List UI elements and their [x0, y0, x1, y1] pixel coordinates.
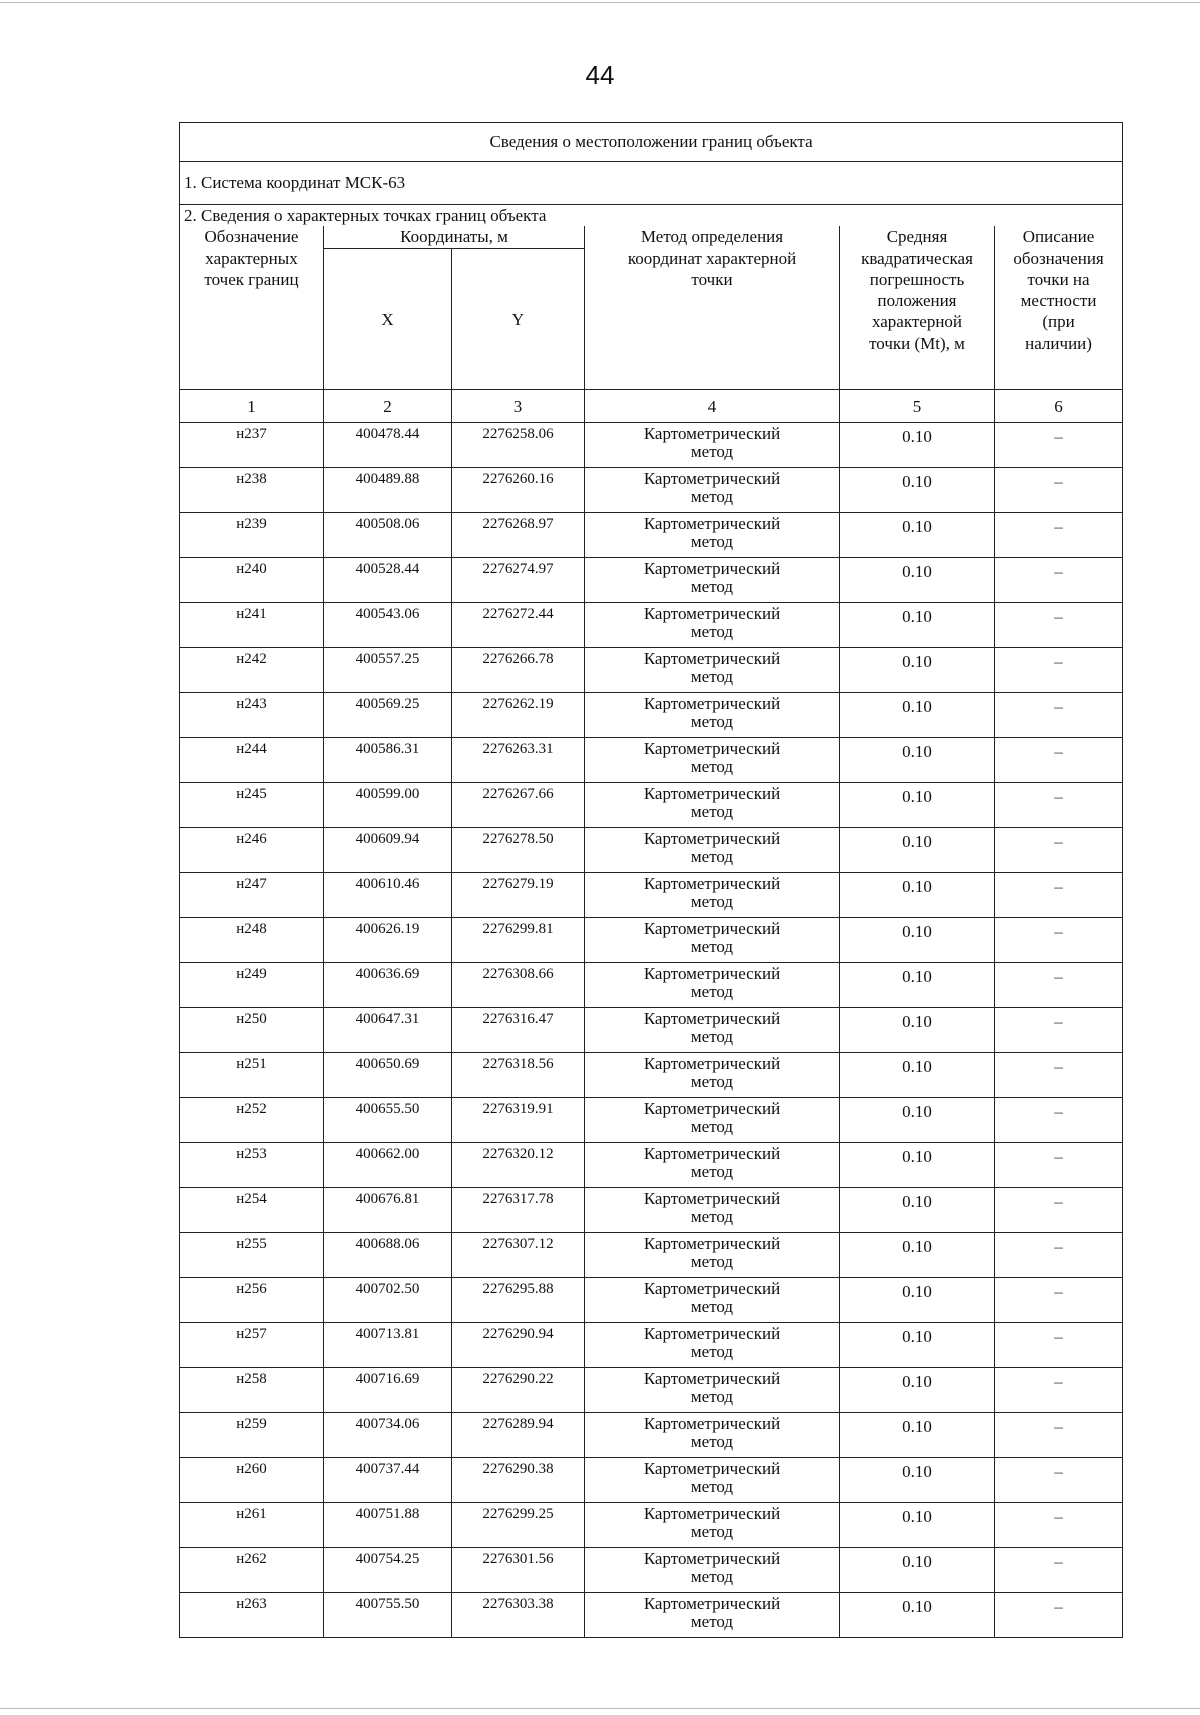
accuracy-value: 0.10	[840, 1053, 995, 1098]
method-cell	[585, 558, 840, 603]
accuracy-value: 0.10	[840, 558, 995, 603]
accuracy-value: 0.10	[840, 1458, 995, 1503]
accuracy-value: 0.10	[840, 963, 995, 1008]
method-line: метод	[690, 1072, 734, 1092]
coordinate-x: 400734.06	[324, 1413, 452, 1458]
method-line: Картометрический	[643, 694, 781, 714]
coordinate-x: 400647.31	[324, 1008, 452, 1053]
method-cell	[585, 1458, 840, 1503]
header-line: погрешность	[869, 269, 965, 289]
header-line: Средняя	[886, 227, 948, 247]
method-line: метод	[690, 757, 734, 777]
coordinate-y: 2276262.19	[452, 693, 585, 738]
accuracy-value: 0.10	[840, 828, 995, 873]
coordinate-x: 400543.06	[324, 603, 452, 648]
header-line: Метод определения	[640, 227, 784, 247]
coordinate-y: 2276290.22	[452, 1368, 585, 1413]
method-line: Картометрический	[643, 964, 781, 984]
header-line: местности	[1020, 291, 1097, 310]
column-number: 2	[324, 390, 452, 423]
method-line: Картометрический	[643, 1324, 781, 1344]
header-line: квадратическая	[861, 248, 973, 268]
table-row	[180, 558, 1123, 603]
method-line: метод	[690, 1117, 734, 1137]
table-row	[180, 1098, 1123, 1143]
coordinate-y: 2276266.78	[452, 648, 585, 693]
coordinate-x: 400609.94	[324, 828, 452, 873]
table-row	[180, 963, 1123, 1008]
header-line: Описание	[1022, 227, 1095, 247]
method-cell	[585, 1233, 840, 1278]
scan-edge-bottom	[0, 1708, 1200, 1709]
section-title: 2. Сведения о характерных точках границ объекта	[180, 205, 1123, 227]
accuracy-value: 0.10	[840, 873, 995, 918]
page-number: 44	[585, 60, 615, 90]
description-value: –	[995, 783, 1123, 828]
point-designation: н252	[180, 1098, 324, 1143]
column-number: 3	[452, 390, 585, 423]
table-row	[180, 783, 1123, 828]
accuracy-value: 0.10	[840, 1368, 995, 1413]
description-value: –	[995, 1053, 1123, 1098]
description-value: –	[995, 1278, 1123, 1323]
method-line: метод	[690, 1162, 734, 1182]
description-value: –	[995, 468, 1123, 513]
method-line: метод	[690, 892, 734, 912]
table-row	[180, 1053, 1123, 1098]
method-line: метод	[690, 667, 734, 687]
accuracy-value: 0.10	[840, 1008, 995, 1053]
method-line: метод	[690, 982, 734, 1002]
table-row	[180, 468, 1123, 513]
column-number-row	[180, 390, 1123, 423]
header-line: точки (Mt), м	[869, 333, 965, 353]
coordinate-y: 2276267.66	[452, 783, 585, 828]
accuracy-value: 0.10	[840, 1278, 995, 1323]
description-value: –	[995, 1548, 1123, 1593]
method-cell	[585, 1413, 840, 1458]
column-number: 5	[840, 390, 995, 423]
method-line: метод	[690, 1342, 734, 1362]
method-line: Картометрический	[643, 919, 781, 939]
method-cell	[585, 1098, 840, 1143]
table-row	[180, 1143, 1123, 1188]
coordinate-y: 2276278.50	[452, 828, 585, 873]
point-designation: н250	[180, 1008, 324, 1053]
table-row	[180, 918, 1123, 963]
method-line: Картометрический	[643, 514, 781, 534]
coordinate-x: 400754.25	[324, 1548, 452, 1593]
method-line: метод	[690, 622, 734, 642]
coordinate-x: 400688.06	[324, 1233, 452, 1278]
method-line: Картометрический	[643, 1054, 781, 1074]
point-designation: н242	[180, 648, 324, 693]
point-designation: н261	[180, 1503, 324, 1548]
description-value: –	[995, 1593, 1123, 1638]
table-row	[180, 1278, 1123, 1323]
coordinate-y: 2276290.94	[452, 1323, 585, 1368]
coordinate-x: 400557.25	[324, 648, 452, 693]
point-designation: н253	[180, 1143, 324, 1188]
header-x: X	[324, 249, 452, 390]
coordinate-y: 2276279.19	[452, 873, 585, 918]
header-line: характерной	[871, 312, 963, 332]
method-cell	[585, 1503, 840, 1548]
description-value: –	[995, 1458, 1123, 1503]
coordinate-y: 2276316.47	[452, 1008, 585, 1053]
description-value: –	[995, 1008, 1123, 1053]
method-line: Картометрический	[643, 1099, 781, 1119]
table-row	[180, 693, 1123, 738]
point-designation: н237	[180, 423, 324, 468]
description-value: –	[995, 1098, 1123, 1143]
method-line: Картометрический	[643, 469, 781, 489]
method-cell	[585, 1143, 840, 1188]
method-cell	[585, 783, 840, 828]
method-cell	[585, 423, 840, 468]
table-row	[180, 423, 1123, 468]
point-designation: н244	[180, 738, 324, 783]
method-line: Картометрический	[643, 784, 781, 804]
method-cell	[585, 1278, 840, 1323]
header-y: Y	[452, 249, 585, 390]
point-designation: н257	[180, 1323, 324, 1368]
method-cell	[585, 1548, 840, 1593]
table-row	[180, 1008, 1123, 1053]
point-designation: н255	[180, 1233, 324, 1278]
accuracy-value: 0.10	[840, 738, 995, 783]
method-cell	[585, 873, 840, 918]
coordinate-x: 400713.81	[324, 1323, 452, 1368]
method-line: Картометрический	[643, 1189, 781, 1209]
method-line: Картометрический	[643, 1279, 781, 1299]
method-cell	[585, 918, 840, 963]
method-line: Картометрический	[643, 1459, 781, 1479]
point-designation: н245	[180, 783, 324, 828]
method-line: Картометрический	[643, 1234, 781, 1254]
description-value: –	[995, 738, 1123, 783]
description-value: –	[995, 423, 1123, 468]
method-line: Картометрический	[643, 1369, 781, 1389]
description-value: –	[995, 1233, 1123, 1278]
method-line: Картометрический	[643, 739, 781, 759]
coordinate-y: 2276319.91	[452, 1098, 585, 1143]
table-row	[180, 603, 1123, 648]
header-line: наличии)	[1025, 333, 1092, 353]
method-line: метод	[690, 532, 734, 552]
method-line: метод	[690, 577, 734, 597]
coordinate-x: 400610.46	[324, 873, 452, 918]
method-cell	[585, 513, 840, 558]
accuracy-value: 0.10	[840, 918, 995, 963]
accuracy-value: 0.10	[840, 1548, 995, 1593]
description-value: –	[995, 1413, 1123, 1458]
coordinate-y: 2276260.16	[452, 468, 585, 513]
coordinate-x: 400702.50	[324, 1278, 452, 1323]
coordinate-x: 400489.88	[324, 468, 452, 513]
point-designation: н241	[180, 603, 324, 648]
accuracy-value: 0.10	[840, 1503, 995, 1548]
coordinate-y: 2276317.78	[452, 1188, 585, 1233]
coordinate-y: 2276320.12	[452, 1143, 585, 1188]
method-cell	[585, 738, 840, 783]
header-line: положения	[877, 291, 957, 310]
coordinate-x: 400508.06	[324, 513, 452, 558]
method-line: метод	[690, 1522, 734, 1542]
coordinate-x: 400662.00	[324, 1143, 452, 1188]
method-line: метод	[690, 487, 734, 507]
coordinate-x: 400655.50	[324, 1098, 452, 1143]
point-designation: н238	[180, 468, 324, 513]
method-cell	[585, 1053, 840, 1098]
coordinate-y: 2276303.38	[452, 1593, 585, 1638]
description-value: –	[995, 963, 1123, 1008]
accuracy-value: 0.10	[840, 1323, 995, 1368]
method-cell	[585, 963, 840, 1008]
header-line: Обозначение	[204, 227, 299, 247]
description-value: –	[995, 828, 1123, 873]
method-cell	[585, 1188, 840, 1233]
coordinate-x: 400716.69	[324, 1368, 452, 1413]
description-value: –	[995, 558, 1123, 603]
header-line: характерных	[205, 248, 298, 268]
accuracy-value: 0.10	[840, 1143, 995, 1188]
description-value: –	[995, 603, 1123, 648]
coordinate-x: 400650.69	[324, 1053, 452, 1098]
method-line: Картометрический	[643, 424, 781, 444]
coordinate-x: 400586.31	[324, 738, 452, 783]
table-row	[180, 1458, 1123, 1503]
method-line: Картометрический	[643, 1009, 781, 1029]
accuracy-value: 0.10	[840, 648, 995, 693]
table-row	[180, 648, 1123, 693]
accuracy-value: 0.10	[840, 423, 995, 468]
point-designation: н258	[180, 1368, 324, 1413]
header-point-designation	[180, 226, 324, 390]
description-value: –	[995, 1188, 1123, 1233]
table-row	[180, 828, 1123, 873]
table-row	[180, 1593, 1123, 1638]
point-designation: н246	[180, 828, 324, 873]
table-row	[180, 873, 1123, 918]
coordinate-y: 2276318.56	[452, 1053, 585, 1098]
accuracy-value: 0.10	[840, 1593, 995, 1638]
boundary-points-table	[179, 122, 1123, 1638]
point-designation: н248	[180, 918, 324, 963]
coordinate-x: 400528.44	[324, 558, 452, 603]
coordinate-x: 400636.69	[324, 963, 452, 1008]
coordinate-y: 2276308.66	[452, 963, 585, 1008]
point-designation: н259	[180, 1413, 324, 1458]
method-line: Картометрический	[643, 1144, 781, 1164]
accuracy-value: 0.10	[840, 1098, 995, 1143]
coordinate-y: 2276299.81	[452, 918, 585, 963]
method-line: метод	[690, 802, 734, 822]
coordinate-x: 400737.44	[324, 1458, 452, 1503]
point-designation: н239	[180, 513, 324, 558]
method-cell	[585, 1008, 840, 1053]
method-line: метод	[690, 1297, 734, 1317]
method-line: Картометрический	[643, 829, 781, 849]
accuracy-value: 0.10	[840, 513, 995, 558]
method-line: метод	[690, 1477, 734, 1497]
point-designation: н249	[180, 963, 324, 1008]
method-cell	[585, 603, 840, 648]
method-line: метод	[690, 1387, 734, 1407]
method-line: метод	[690, 1612, 734, 1632]
coordinate-y: 2276274.97	[452, 558, 585, 603]
table-row	[180, 1548, 1123, 1593]
method-line: метод	[690, 1252, 734, 1272]
accuracy-value: 0.10	[840, 693, 995, 738]
coordinate-x: 400751.88	[324, 1503, 452, 1548]
column-number: 1	[180, 390, 324, 423]
coordinate-x: 400755.50	[324, 1593, 452, 1638]
description-value: –	[995, 918, 1123, 963]
coordinate-x: 400599.00	[324, 783, 452, 828]
description-value: –	[995, 1143, 1123, 1188]
method-line: Картометрический	[643, 1504, 781, 1524]
accuracy-value: 0.10	[840, 1413, 995, 1458]
table-row	[180, 1368, 1123, 1413]
method-line: Картометрический	[643, 1414, 781, 1434]
method-line: метод	[690, 937, 734, 957]
method-line: Картометрический	[643, 649, 781, 669]
description-value: –	[995, 693, 1123, 738]
coordinate-y: 2276307.12	[452, 1233, 585, 1278]
method-line: Картометрический	[643, 604, 781, 624]
table-row	[180, 1233, 1123, 1278]
method-line: метод	[690, 442, 734, 462]
coordinate-y: 2276258.06	[452, 423, 585, 468]
coordinate-y: 2276268.97	[452, 513, 585, 558]
method-line: Картометрический	[643, 1549, 781, 1569]
point-designation: н254	[180, 1188, 324, 1233]
description-value: –	[995, 648, 1123, 693]
point-designation: н256	[180, 1278, 324, 1323]
method-line: метод	[690, 712, 734, 732]
point-designation: н247	[180, 873, 324, 918]
method-line: метод	[690, 1567, 734, 1587]
coordinate-system: 1. Система координат МСК-63	[180, 162, 1123, 205]
method-cell	[585, 1323, 840, 1368]
coordinate-y: 2276295.88	[452, 1278, 585, 1323]
accuracy-value: 0.10	[840, 603, 995, 648]
coordinate-y: 2276289.94	[452, 1413, 585, 1458]
method-cell	[585, 828, 840, 873]
header-line: (при	[1042, 312, 1075, 332]
point-designation: н251	[180, 1053, 324, 1098]
table-row	[180, 1323, 1123, 1368]
point-designation: н240	[180, 558, 324, 603]
header-coordinates: Координаты, м	[324, 226, 585, 249]
header-line: обозначения	[1013, 248, 1104, 268]
method-cell	[585, 648, 840, 693]
method-line: метод	[690, 1027, 734, 1047]
method-line: метод	[690, 847, 734, 867]
method-line: метод	[690, 1207, 734, 1227]
table-row	[180, 513, 1123, 558]
table-row	[180, 1413, 1123, 1458]
method-cell	[585, 1593, 840, 1638]
header-line: точки на	[1027, 269, 1090, 289]
description-value: –	[995, 873, 1123, 918]
header-line: точек границ	[204, 269, 299, 289]
column-number: 6	[995, 390, 1123, 423]
header-accuracy	[840, 226, 995, 390]
coordinate-y: 2276290.38	[452, 1458, 585, 1503]
table-row	[180, 1188, 1123, 1233]
method-line: метод	[690, 1432, 734, 1452]
header-line: координат характерной	[627, 248, 797, 268]
table-row	[180, 738, 1123, 783]
header-description	[995, 226, 1123, 390]
column-number: 4	[585, 390, 840, 423]
coordinate-y: 2276263.31	[452, 738, 585, 783]
table-title: Сведения о местоположении границ объекта	[180, 123, 1123, 162]
coordinate-y: 2276299.25	[452, 1503, 585, 1548]
header-method	[585, 226, 840, 390]
description-value: –	[995, 1368, 1123, 1413]
accuracy-value: 0.10	[840, 468, 995, 513]
method-cell	[585, 468, 840, 513]
table-row	[180, 1503, 1123, 1548]
method-line: Картометрический	[643, 559, 781, 579]
method-line: Картометрический	[643, 874, 781, 894]
method-cell	[585, 1368, 840, 1413]
coordinate-x: 400478.44	[324, 423, 452, 468]
description-value: –	[995, 1323, 1123, 1368]
header-line: точки	[691, 269, 733, 289]
coordinate-y: 2276272.44	[452, 603, 585, 648]
point-designation: н243	[180, 693, 324, 738]
accuracy-value: 0.10	[840, 1188, 995, 1233]
point-designation: н260	[180, 1458, 324, 1503]
coordinate-y: 2276301.56	[452, 1548, 585, 1593]
coordinate-x: 400626.19	[324, 918, 452, 963]
method-cell	[585, 693, 840, 738]
method-line: Картометрический	[643, 1594, 781, 1614]
coordinate-x: 400676.81	[324, 1188, 452, 1233]
scan-edge-top	[0, 2, 1200, 3]
description-value: –	[995, 1503, 1123, 1548]
accuracy-value: 0.10	[840, 783, 995, 828]
accuracy-value: 0.10	[840, 1233, 995, 1278]
point-designation: н262	[180, 1548, 324, 1593]
description-value: –	[995, 513, 1123, 558]
point-designation: н263	[180, 1593, 324, 1638]
coordinate-x: 400569.25	[324, 693, 452, 738]
